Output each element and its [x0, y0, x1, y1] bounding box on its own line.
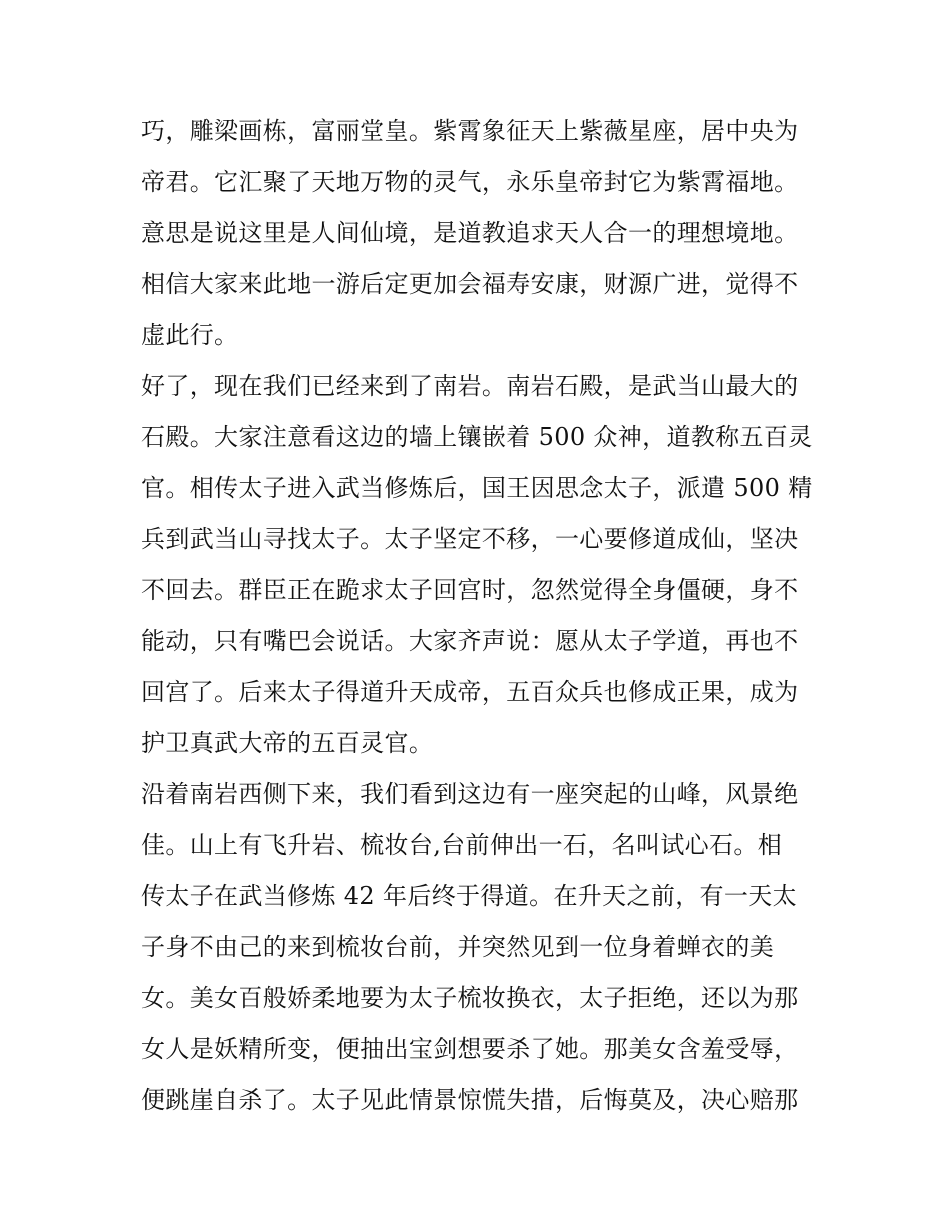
text-line: 虚此行。: [141, 321, 239, 349]
text-line: 女人是妖精所变，便抽出宝剑想要杀了她。那美女含羞受辱，: [141, 1035, 799, 1063]
text-line: 意思是说这里是人间仙境，是道教追求天人合一的理想境地。: [141, 219, 799, 247]
text-line: 女。美女百般娇柔地要为太子梳妆换衣，太子拒绝，还以为那: [141, 984, 799, 1012]
text-line: 巧，雕梁画栋，富丽堂皇。紫霄象征天上紫薇星座，居中央为: [141, 117, 799, 145]
text-line: 不回去。群臣正在跪求太子回宫时，忽然觉得全身僵硬，身不: [141, 576, 799, 604]
text-line: 相信大家来此地一游后定更加会福寿安康，财源广进，觉得不: [141, 270, 799, 298]
text-line: 兵到武当山寻找太子。太子坚定不移，一心要修道成仙，坚决: [141, 525, 799, 553]
text-line: 官。相传太子进入武当修炼后，国王因思念太子，派遣 500 精: [141, 474, 813, 502]
text-line: 佳。山上有飞升岩、梳妆台,台前伸出一石，名叫试心石。相: [141, 831, 783, 859]
text-line: 帝君。它汇聚了天地万物的灵气，永乐皇帝封它为紫霄福地。: [141, 168, 799, 196]
text-line: 好了，现在我们已经来到了南岩。南岩石殿，是武当山最大的: [141, 372, 799, 400]
text-line: 能动，只有嘴巴会说话。大家齐声说：愿从太子学道，再也不: [141, 627, 799, 655]
text-line: 沿着南岩西侧下来，我们看到这边有一座突起的山峰，风景绝: [141, 780, 799, 808]
text-line: 石殿。大家注意看这边的墙上镶嵌着 500 众神，道教称五百灵: [141, 423, 813, 451]
text-line: 护卫真武大帝的五百灵官。: [141, 729, 434, 757]
text-line: 便跳崖自杀了。太子见此情景惊慌失措，后悔莫及，决心赔那: [141, 1086, 799, 1114]
text-line: 回宫了。后来太子得道升天成帝，五百众兵也修成正果，成为: [141, 678, 799, 706]
text-line: 传太子在武当修炼 42 年后终于得道。在升天之前，有一天太: [141, 882, 797, 910]
body-text: [141, 106, 821, 1126]
text-line: 子身不由己的来到梳妆台前，并突然见到一位身着蝉衣的美: [141, 933, 775, 961]
